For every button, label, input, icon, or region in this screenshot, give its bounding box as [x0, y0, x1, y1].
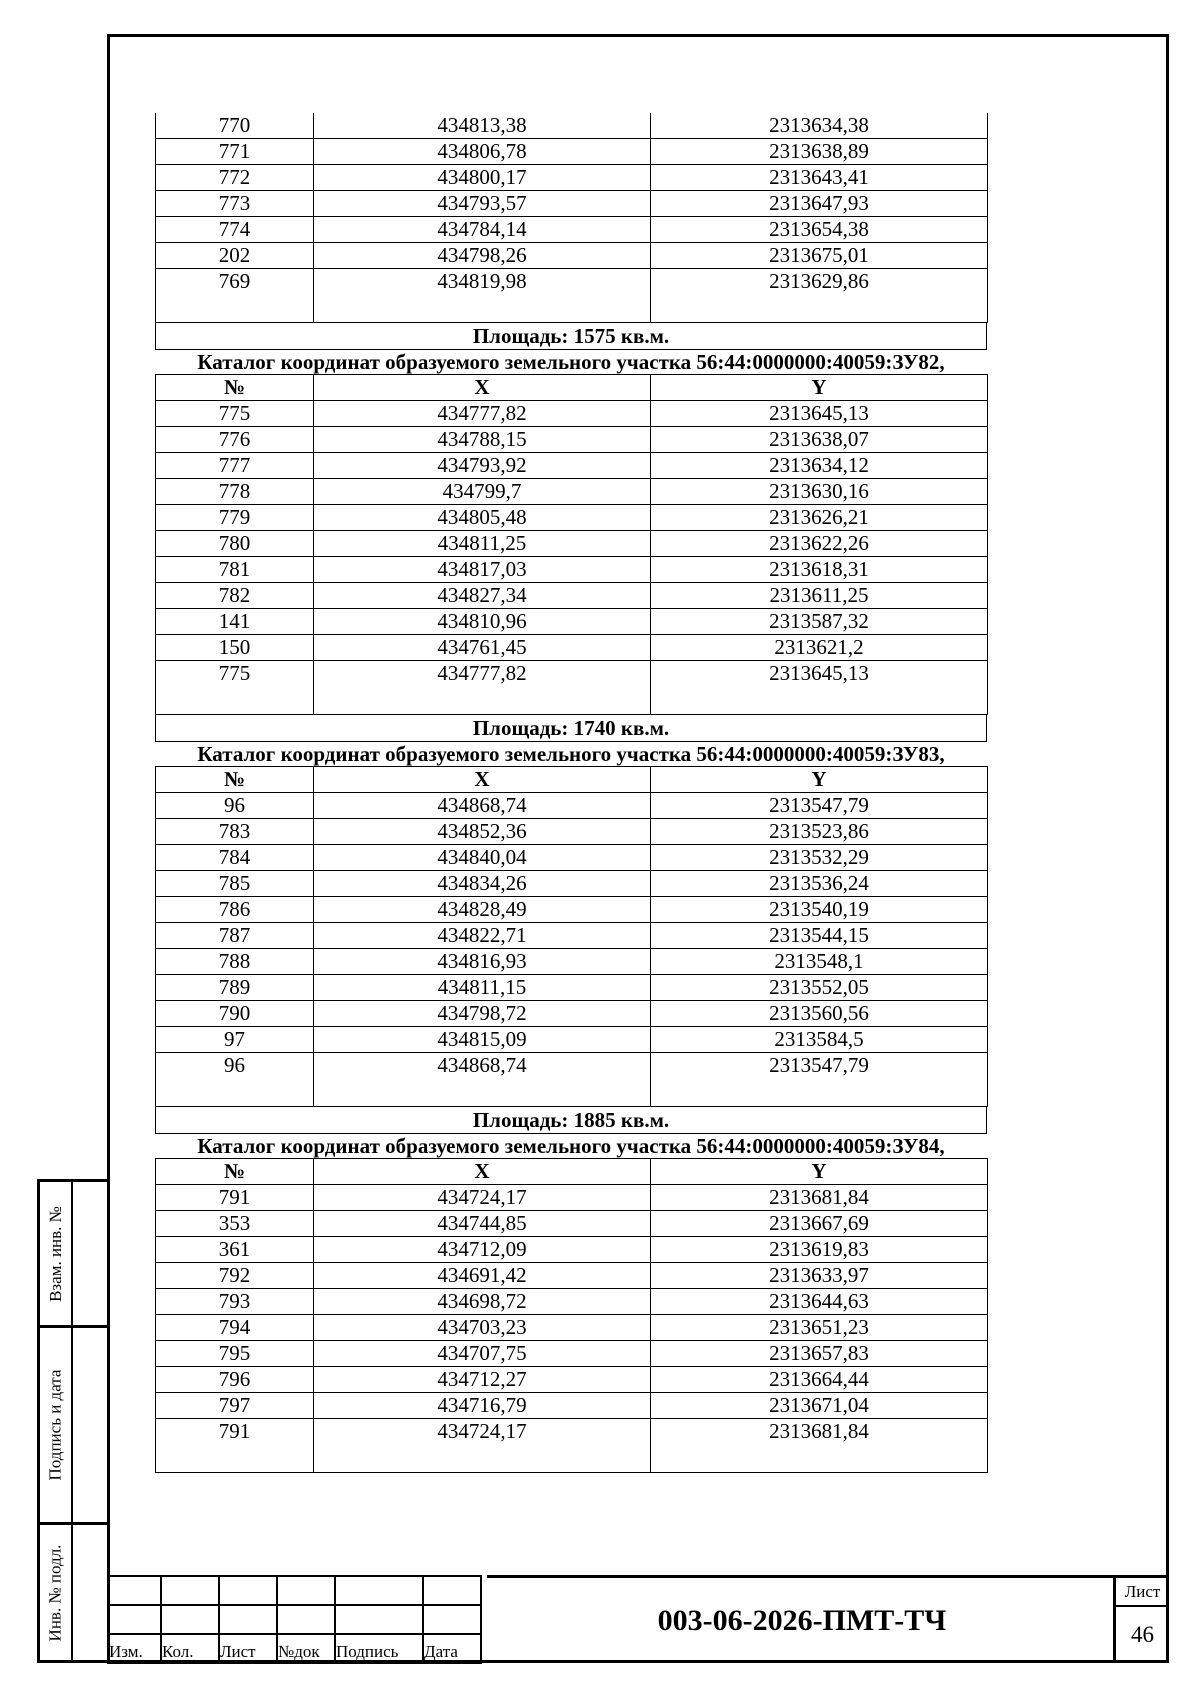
catalog-title-3: Каталог координат образуемого земельного участка 56:44:0000000:40059:ЗУ83,: [197, 742, 945, 766]
cell-point-number: 790: [156, 1001, 314, 1027]
cell-point-number: 97: [156, 1027, 314, 1053]
cell-y: 2313657,83: [651, 1341, 988, 1367]
cell-point-number: 781: [156, 557, 314, 583]
coords-table-3: [155, 766, 988, 1107]
cell-point-number: 96: [156, 1053, 314, 1107]
cell-y: 2313643,41: [651, 165, 988, 191]
table-row: [156, 1419, 988, 1473]
cell-x: 434800,17: [314, 165, 651, 191]
cell-x: 434703,23: [314, 1315, 651, 1341]
cell-x: 434798,72: [314, 1001, 651, 1027]
cell-y: 2313621,2: [651, 635, 988, 661]
cell-y: 2313622,26: [651, 531, 988, 557]
col-header-y: Y: [651, 767, 988, 793]
coords-table-2: [155, 374, 988, 715]
revision-grid: [107, 1575, 482, 1664]
cell-y: 2313536,24: [651, 871, 988, 897]
cell-point-number: 791: [156, 1419, 314, 1473]
table-row: [156, 165, 988, 191]
stamp-col-podpis: Подпись: [335, 1634, 423, 1663]
cell-y: 2313675,01: [651, 243, 988, 269]
col-header-num: №: [156, 375, 314, 401]
cell-y: 2313681,84: [651, 1185, 988, 1211]
cell-y: 2313681,84: [651, 1419, 988, 1473]
cell-y: 2313664,44: [651, 1367, 988, 1393]
cell-y: 2313651,23: [651, 1315, 988, 1341]
table-row: [156, 923, 988, 949]
table-row: [156, 191, 988, 217]
cell-y: 2313532,29: [651, 845, 988, 871]
cell-point-number: 775: [156, 401, 314, 427]
sheet-box: [1113, 1575, 1169, 1663]
stamp-col-data: Дата: [423, 1634, 481, 1663]
table-row: [156, 531, 988, 557]
cell-point-number: 786: [156, 897, 314, 923]
cell-y: 2313547,79: [651, 1053, 988, 1107]
cell-x: 434724,17: [314, 1419, 651, 1473]
cell-point-number: 774: [156, 217, 314, 243]
col-header-x: X: [314, 767, 651, 793]
table-row: [156, 845, 988, 871]
cell-point-number: 776: [156, 427, 314, 453]
cell-x: 434822,71: [314, 923, 651, 949]
cell-point-number: 769: [156, 269, 314, 323]
catalog-title-4: Каталог координат образуемого земельного участка 56:44:0000000:40059:ЗУ84,: [197, 1134, 945, 1158]
cell-point-number: 777: [156, 453, 314, 479]
cell-x: 434840,04: [314, 845, 651, 871]
cell-point-number: 770: [156, 113, 314, 139]
cell-x: 434707,75: [314, 1341, 651, 1367]
cell-y: 2313638,89: [651, 139, 988, 165]
cell-point-number: 353: [156, 1211, 314, 1237]
cell-point-number: 96: [156, 793, 314, 819]
cell-point-number: 150: [156, 635, 314, 661]
document-code: 003-06-2026-ПМТ-ТЧ: [487, 1575, 1117, 1663]
table-row: [156, 975, 988, 1001]
cell-x: 434716,79: [314, 1393, 651, 1419]
cell-x: 434788,15: [314, 427, 651, 453]
table-row: [156, 217, 988, 243]
table-row: [156, 505, 988, 531]
cell-x: 434817,03: [314, 557, 651, 583]
cell-point-number: 787: [156, 923, 314, 949]
cell-point-number: 789: [156, 975, 314, 1001]
cell-y: 2313547,79: [651, 793, 988, 819]
table-row: [156, 113, 988, 139]
cell-x: 434691,42: [314, 1263, 651, 1289]
cell-point-number: 793: [156, 1289, 314, 1315]
stamp-col-kol: Кол.: [161, 1634, 219, 1663]
table-row: [156, 609, 988, 635]
cell-x: 434811,15: [314, 975, 651, 1001]
cell-x: 434777,82: [314, 661, 651, 715]
cell-y: 2313634,38: [651, 113, 988, 139]
table-row: [156, 1237, 988, 1263]
table-row: [156, 1185, 988, 1211]
cell-x: 434784,14: [314, 217, 651, 243]
stamp-col-ndok: №док: [277, 1634, 335, 1663]
cell-y: 2313544,15: [651, 923, 988, 949]
cell-y: 2313647,93: [651, 191, 988, 217]
cell-x: 434816,93: [314, 949, 651, 975]
table-row: [156, 635, 988, 661]
cell-point-number: 791: [156, 1185, 314, 1211]
cell-y: 2313560,56: [651, 1001, 988, 1027]
cell-x: 434805,48: [314, 505, 651, 531]
area-label-1: Площадь: 1575 кв.м.: [155, 323, 987, 350]
cell-point-number: 780: [156, 531, 314, 557]
margin-row-podpis: [40, 1328, 107, 1525]
table-row: [156, 269, 988, 323]
cell-x: 434712,09: [314, 1237, 651, 1263]
cell-x: 434828,49: [314, 897, 651, 923]
table-row: [156, 1341, 988, 1367]
table-row: [156, 1027, 988, 1053]
table-row: [156, 1053, 988, 1107]
cell-y: 2313540,19: [651, 897, 988, 923]
table-header-row: [156, 1159, 988, 1185]
cell-x: 434827,34: [314, 583, 651, 609]
cell-point-number: 361: [156, 1237, 314, 1263]
table-header-row: [156, 375, 988, 401]
table-row: [156, 243, 988, 269]
cell-y: 2313630,16: [651, 479, 988, 505]
table-row: [156, 427, 988, 453]
cell-point-number: 775: [156, 661, 314, 715]
margin-label-podpis: Подпись и дата: [40, 1328, 73, 1522]
table-row: [156, 1315, 988, 1341]
table-row: [156, 1367, 988, 1393]
stamp-col-izm: Изм.: [108, 1634, 161, 1663]
cell-x: 434777,82: [314, 401, 651, 427]
margin-row-vzam: [40, 1182, 107, 1328]
margin-row-inv: [40, 1525, 107, 1660]
table-row: [156, 453, 988, 479]
cell-y: 2313638,07: [651, 427, 988, 453]
cell-x: 434806,78: [314, 139, 651, 165]
cell-y: 2313644,63: [651, 1289, 988, 1315]
cell-y: 2313634,12: [651, 453, 988, 479]
cell-x: 434799,7: [314, 479, 651, 505]
cell-y: 2313584,5: [651, 1027, 988, 1053]
cell-x: 434724,17: [314, 1185, 651, 1211]
cell-x: 434698,72: [314, 1289, 651, 1315]
cell-point-number: 778: [156, 479, 314, 505]
cell-x: 434852,36: [314, 819, 651, 845]
table-row: [156, 793, 988, 819]
coords-table-4: [155, 1158, 988, 1473]
cell-x: 434793,57: [314, 191, 651, 217]
cell-point-number: 773: [156, 191, 314, 217]
cell-y: 2313611,25: [651, 583, 988, 609]
cell-y: 2313618,31: [651, 557, 988, 583]
table-row: [156, 871, 988, 897]
cell-y: 2313548,1: [651, 949, 988, 975]
margin-label-vzam: Взам. инв. №: [40, 1182, 73, 1325]
cell-x: 434744,85: [314, 1211, 651, 1237]
cell-point-number: 796: [156, 1367, 314, 1393]
cell-point-number: 795: [156, 1341, 314, 1367]
table-row: [156, 949, 988, 975]
cell-point-number: 797: [156, 1393, 314, 1419]
cell-y: 2313587,32: [651, 609, 988, 635]
margin-label-inv: Инв. № подл.: [40, 1525, 73, 1660]
cell-x: 434868,74: [314, 793, 651, 819]
coords-table-1: [155, 113, 988, 323]
cell-y: 2313633,97: [651, 1263, 988, 1289]
cell-y: 2313654,38: [651, 217, 988, 243]
cell-x: 434761,45: [314, 635, 651, 661]
table-row: [156, 479, 988, 505]
catalog-title-2: Каталог координат образуемого земельного участка 56:44:0000000:40059:ЗУ82,: [197, 350, 945, 374]
cell-x: 434834,26: [314, 871, 651, 897]
cell-y: 2313671,04: [651, 1393, 988, 1419]
title-block: [107, 1575, 1169, 1663]
cell-point-number: 784: [156, 845, 314, 871]
cell-y: 2313645,13: [651, 401, 988, 427]
cell-x: 434815,09: [314, 1027, 651, 1053]
sheet-label: Лист: [1116, 1578, 1169, 1607]
cell-point-number: 771: [156, 139, 314, 165]
table-row: [156, 1263, 988, 1289]
cell-y: 2313626,21: [651, 505, 988, 531]
table-row: [156, 819, 988, 845]
document-content: [155, 113, 987, 1473]
table-row: [156, 1001, 988, 1027]
cell-point-number: 792: [156, 1263, 314, 1289]
cell-y: 2313552,05: [651, 975, 988, 1001]
cell-y: 2313667,69: [651, 1211, 988, 1237]
area-label-2: Площадь: 1740 кв.м.: [155, 715, 987, 742]
cell-point-number: 141: [156, 609, 314, 635]
col-header-y: Y: [651, 1159, 988, 1185]
table-row: [156, 1393, 988, 1419]
cell-y: 2313619,83: [651, 1237, 988, 1263]
table-row: [156, 139, 988, 165]
cell-point-number: 779: [156, 505, 314, 531]
col-header-x: X: [314, 375, 651, 401]
table-row: [156, 661, 988, 715]
cell-point-number: 202: [156, 243, 314, 269]
cell-point-number: 783: [156, 819, 314, 845]
cell-x: 434810,96: [314, 609, 651, 635]
cell-x: 434819,98: [314, 269, 651, 323]
cell-point-number: 782: [156, 583, 314, 609]
margin-stamp: [37, 1179, 107, 1663]
cell-point-number: 785: [156, 871, 314, 897]
table-row: [156, 557, 988, 583]
table-row: [156, 401, 988, 427]
col-header-y: Y: [651, 375, 988, 401]
col-header-num: №: [156, 1159, 314, 1185]
cell-x: 434868,74: [314, 1053, 651, 1107]
cell-y: 2313645,13: [651, 661, 988, 715]
cell-y: 2313523,86: [651, 819, 988, 845]
col-header-x: X: [314, 1159, 651, 1185]
cell-x: 434712,27: [314, 1367, 651, 1393]
cell-point-number: 794: [156, 1315, 314, 1341]
cell-point-number: 788: [156, 949, 314, 975]
table-header-row: [156, 767, 988, 793]
cell-x: 434813,38: [314, 113, 651, 139]
sheet-number: 46: [1131, 1622, 1154, 1647]
cell-y: 2313629,86: [651, 269, 988, 323]
col-header-num: №: [156, 767, 314, 793]
cell-x: 434811,25: [314, 531, 651, 557]
stamp-col-list: Лист: [219, 1634, 277, 1663]
table-row: [156, 1289, 988, 1315]
cell-x: 434793,92: [314, 453, 651, 479]
cell-x: 434798,26: [314, 243, 651, 269]
cell-point-number: 772: [156, 165, 314, 191]
area-label-3: Площадь: 1885 кв.м.: [155, 1107, 987, 1134]
table-row: [156, 1211, 988, 1237]
table-row: [156, 897, 988, 923]
table-row: [156, 583, 988, 609]
